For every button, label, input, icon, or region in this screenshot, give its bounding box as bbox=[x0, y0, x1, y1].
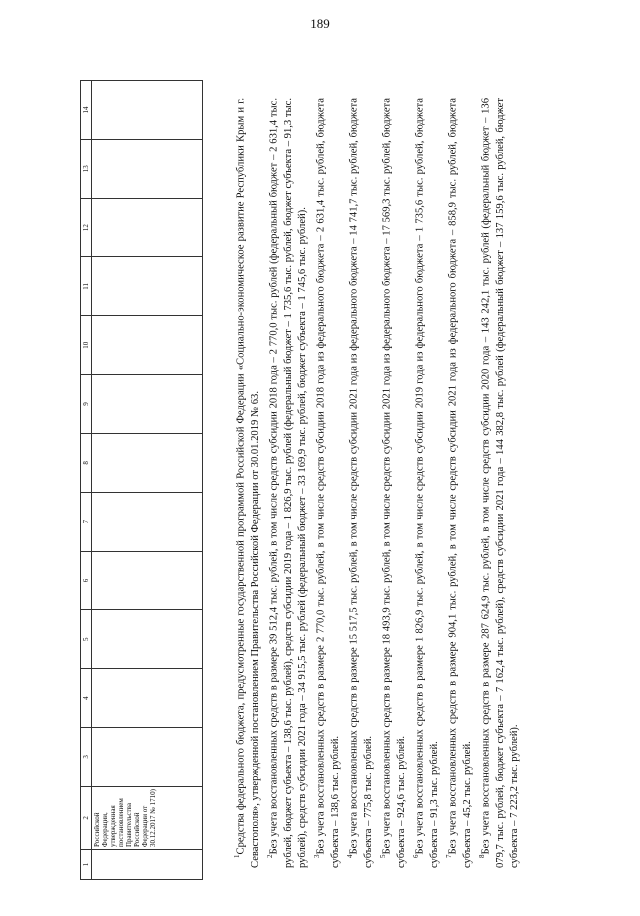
table-cell bbox=[92, 139, 203, 198]
footnote: $^4$Без учета восстановленных средств в размере 15 517,5 тыс. рублей, в том числе средств субсидии 2021 года из федерального бюджета – 14 741,7 тыс. рублей, бюджета субъекта – 775,8 тыс. рублей. bbox=[346, 98, 374, 868]
col-header: 12 bbox=[81, 198, 92, 257]
footnote: $^3$Без учета восстановленных средств в размере 2 770,0 тыс. рублей, в том числе средств субсидии 2018 года из федерального бюджета – 2 631,4 тыс. рублей, бюджета субъекта – 138,6 тыс. рублей. bbox=[313, 98, 341, 868]
col-header: 6 bbox=[81, 551, 92, 610]
data-table bbox=[80, 80, 203, 880]
table-cell bbox=[92, 551, 203, 610]
col-header: 11 bbox=[81, 257, 92, 316]
col-header: 1 bbox=[81, 850, 92, 880]
col-header: 8 bbox=[81, 433, 92, 492]
col-header: 14 bbox=[81, 81, 92, 140]
rotated-page-content bbox=[80, 80, 570, 880]
table-cell-program: Российской Федерации, утвержденная постановлением Правительства Российской Федерации от 30.12.2017 № 1710) bbox=[92, 786, 203, 849]
footnote: $^7$Без учета восстановленных средств в размере 904,1 тыс. рублей, в том числе средств субсидии 2021 года из федерального бюджета – 858,9 тыс. рублей, бюджета субъекта – 45,2 тыс. рублей. bbox=[444, 98, 473, 868]
table-cell bbox=[92, 669, 203, 728]
table-cell bbox=[92, 316, 203, 375]
footnote: $^6$Без учета восстановленных средств в размере 1 826,9 тыс. рублей, в том числе средств субсидии 2019 года из федерального бюджета – 1 735,6 тыс. рублей, бюджета субъекта – 91,3 тыс. рублей. bbox=[411, 98, 440, 868]
table-cell bbox=[92, 610, 203, 669]
col-header: 2 bbox=[81, 786, 92, 849]
col-header: 13 bbox=[81, 139, 92, 198]
col-header: 9 bbox=[81, 375, 92, 434]
table-cell bbox=[92, 257, 203, 316]
footnotes bbox=[230, 98, 522, 868]
table-row bbox=[92, 81, 203, 880]
table-cell bbox=[92, 492, 203, 551]
col-header: 3 bbox=[81, 727, 92, 786]
footnote: $^1$Средства федерального бюджета, предусмотренные государственной программой Российской Федерации «Социально-экономическое развитие Республики Крым и г. Севастополя», утвержденной постановлением Правительства Российской Федерации от 30.01.2019 № 63. bbox=[233, 98, 261, 868]
col-header: 7 bbox=[81, 492, 92, 551]
page-number: 189 bbox=[310, 16, 330, 31]
table-header-row bbox=[81, 81, 92, 880]
table-cell bbox=[92, 198, 203, 257]
table-cell bbox=[92, 375, 203, 434]
table-cell bbox=[92, 850, 203, 880]
footnote: $^5$Без учета восстановленных средств в размере 18 493,9 тыс. рублей, в том числе средств субсидии 2021 года из федерального бюджета – 17 569,3 тыс. рублей, бюджета субъекта – 924,6 тыс. рублей. bbox=[378, 98, 407, 868]
table-cell bbox=[92, 433, 203, 492]
col-header: 5 bbox=[81, 610, 92, 669]
footnote: $^8$Без учета восстановленных средств в размере 287 624,9 тыс. рублей, в том числе средств субсидии 2020 года – 143 242,1 тыс. рублей (федеральный бюджет – 136 079,7 тыс. рублей, бюджет субъекта – 7 162,4 тыс. рублей), средств субсидии 2021 года – 144 382,8 тыс. рублей (федеральный бюджет – 137 159,6 тыс. рублей, бюджет субъекта – 7 223,2 тыс. рублей). bbox=[477, 98, 520, 868]
footnote: $^2$Без учета восстановленных средств в размере 39 512,4 тыс. рублей, в том числе средств субсидии 2018 года – 2 770,0 тыс. рублей (федеральный бюджет – 2 631,4 тыс. рублей, бюджет субъекта – 138,6 тыс. рублей), средств субсидии 2019 года – 1 826,9 тыс. рублей (федеральный бюджет – 1 735,6 тыс. рублей, бюджет субъекта – 91,3 тыс. рублей), средств субсидии 2021 года – 34 915,5 тыс. рублей (федеральный бюджет – 33 169,9 тыс. рублей, бюджет субъекта – 1 745,6 тыс. рублей). bbox=[265, 98, 308, 868]
col-header: 10 bbox=[81, 316, 92, 375]
table-cell bbox=[92, 727, 203, 786]
col-header: 4 bbox=[81, 669, 92, 728]
table-cell bbox=[92, 81, 203, 140]
